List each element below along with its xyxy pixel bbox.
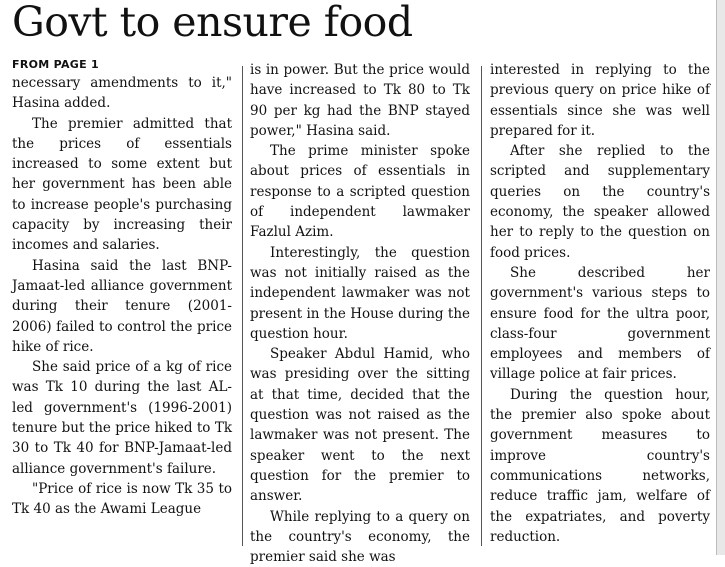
paragraph: Speaker Abdul Hamid, who was presiding over the sitting at that time, decided that the question was not raised as the lawmaker was not present. The speaker went to the next question for the premier to answer. xyxy=(250,346,470,505)
paragraph: interested in replying to the previous query on price hike of essentials since she was well prepared for it. xyxy=(490,62,710,139)
paragraph: The prime minister spoke about prices of essentials in response to a scripted question of independent lawmaker Fazlul Azim. xyxy=(250,143,470,241)
paragraph: Hasina said the last BNP-Jamaat-led alliance government during their tenure (2001-2006) failed to control the price hike of rice. xyxy=(12,257,232,355)
paragraph: Interestingly, the question was not initially raised as the independent lawmaker was not present in the House during the question hour. xyxy=(250,244,470,342)
column-divider xyxy=(481,66,482,546)
column-divider xyxy=(242,66,243,546)
article-column-2 xyxy=(250,60,470,566)
article-column-1 xyxy=(12,73,232,551)
paragraph: necessary amendments to it," Hasina added. xyxy=(12,75,232,112)
paragraph: is in power. But the price would have increased to Tk 80 to Tk 90 per kg had the BNP stayed power," Hasina said. xyxy=(250,62,470,139)
article-column-3 xyxy=(490,60,710,550)
paragraph: While replying to a query on the country's economy, the premier said she was xyxy=(250,508,470,566)
continuation-kicker: FROM PAGE 1 xyxy=(12,58,100,71)
paragraph: During the question hour, the premier also spoke about government measures to improve country's communications networks, reduce traffic jam, welfare of the expatriates, and poverty reduction. xyxy=(490,386,710,545)
headline: Govt to ensure food xyxy=(12,0,413,46)
page-edge xyxy=(716,0,725,555)
paragraph: She described her government's various steps to ensure food for the ultra poor, class-four government employees and members of village police at fair prices. xyxy=(490,264,710,383)
paragraph: She said price of a kg of rice was Tk 10 during the last AL-led government's (1996-2001) tenure but the price hiked to Tk 30 to Tk 40 for BNP-Jamaat-led alliance government's failure. xyxy=(12,359,232,477)
paragraph: "Price of rice is now Tk 35 to Tk 40 as the Awami League xyxy=(12,480,232,518)
paragraph: The premier admitted that the prices of essentials increased to some extent but her government has been able to increase people's purchasing capacity by increasing their incomes and salaries. xyxy=(12,115,232,254)
paragraph: After she replied to the scripted and supplementary queries on the country's economy, the speaker allowed her to reply to the question on food prices. xyxy=(490,143,710,261)
